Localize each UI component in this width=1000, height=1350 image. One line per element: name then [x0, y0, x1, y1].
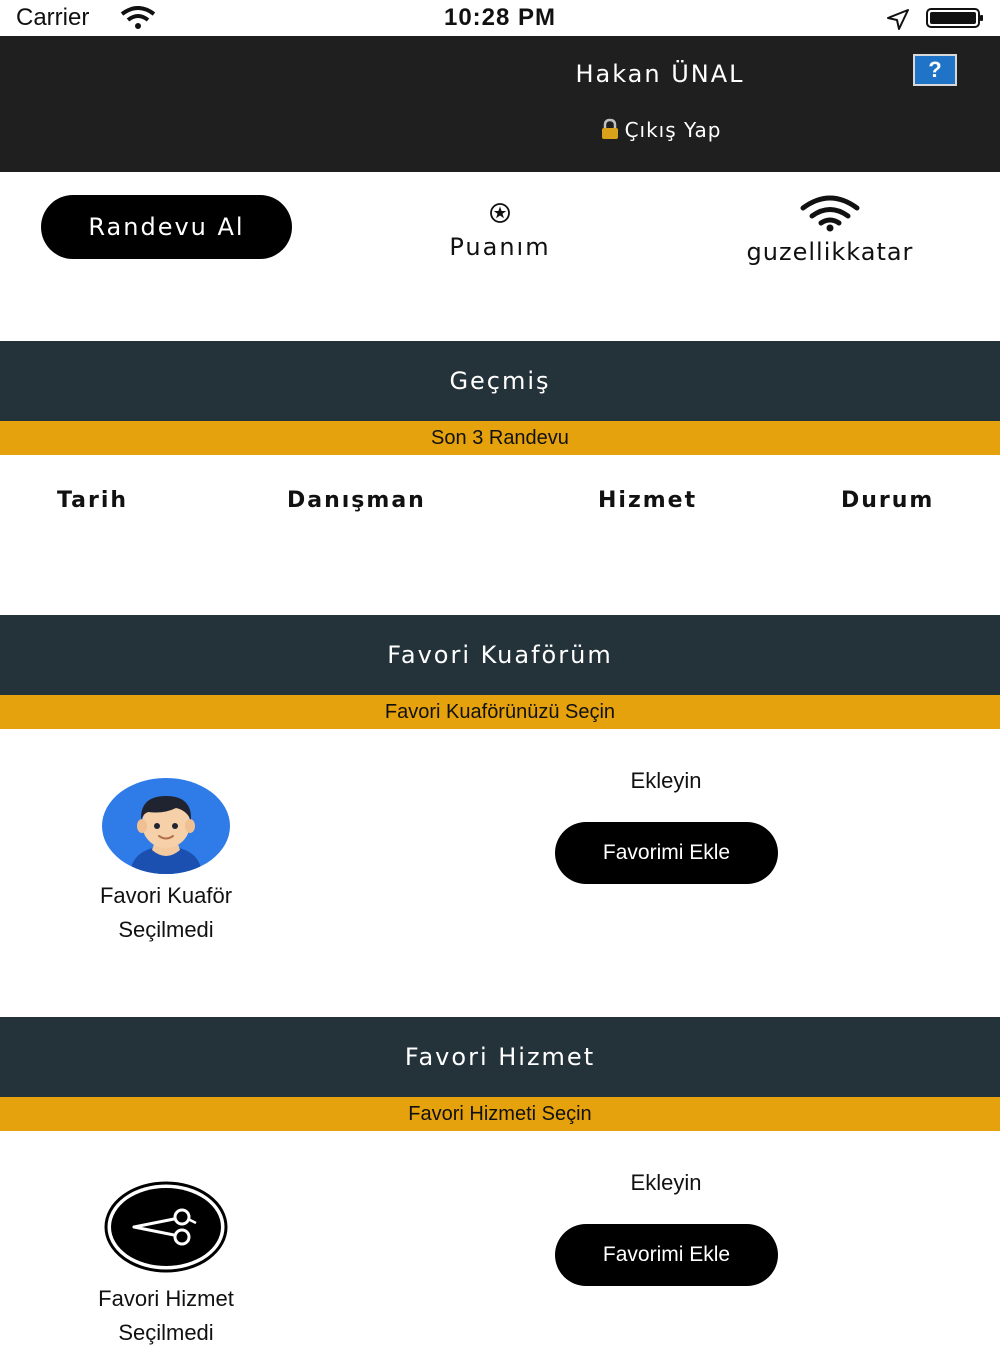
points-label: Puanım — [449, 233, 551, 261]
history-title: Geçmiş — [0, 341, 1000, 421]
location-arrow-icon — [886, 8, 910, 30]
star-icon — [380, 202, 620, 227]
make-appointment-button[interactable]: Randevu Al — [41, 195, 292, 259]
history-table-header — [0, 488, 1000, 518]
logout-label: Çıkış Yap — [624, 118, 722, 142]
add-hint-label: Ekleyin — [630, 768, 702, 793]
favorite-hairdresser-subtitle: Favori Kuaförünüzü Seçin — [0, 695, 1000, 729]
app-header — [0, 36, 1000, 172]
points-link[interactable] — [380, 202, 620, 261]
action-row — [0, 172, 1000, 340]
caption-line: Favori Kuaför — [99, 883, 233, 908]
carrier-label: Carrier — [16, 4, 90, 31]
help-button[interactable]: ? — [913, 54, 957, 86]
favorite-service-panel — [0, 1131, 1000, 1345]
favorite-hairdresser-title: Favori Kuaförüm — [0, 615, 1000, 695]
favorite-service-subtitle: Favori Hizmeti Seçin — [0, 1097, 1000, 1131]
logout-link[interactable] — [500, 118, 820, 142]
wifi-link[interactable] — [700, 194, 960, 266]
user-name: Hakan ÜNAL — [575, 60, 745, 88]
caption-line: Seçilmedi — [118, 1320, 214, 1345]
column-service: Hizmet — [598, 488, 698, 513]
clock: 10:28 PM — [443, 4, 557, 31]
caption-line: Favori Hizmet — [98, 1286, 234, 1311]
caption-line: Seçilmedi — [118, 917, 214, 942]
add-hint-label: Ekleyin — [630, 1170, 702, 1195]
favorite-hairdresser-caption — [66, 879, 266, 947]
add-favorite-hairdresser-button[interactable]: Favorimi Ekle — [555, 822, 778, 884]
hairdresser-avatar-icon — [102, 778, 230, 874]
wifi-icon — [799, 194, 861, 232]
battery-icon — [926, 8, 984, 28]
lock-icon — [599, 118, 621, 140]
favorite-service-caption — [66, 1282, 266, 1350]
status-bar — [0, 0, 1000, 36]
favorite-service-title: Favori Hizmet — [0, 1017, 1000, 1097]
column-status: Durum — [841, 488, 935, 513]
favorite-hairdresser-panel — [0, 729, 1000, 1017]
history-subtitle: Son 3 Randevu — [0, 421, 1000, 455]
wifi-label: guzellikkatar — [746, 238, 914, 266]
scissors-icon — [104, 1181, 228, 1273]
column-consultant: Danışman — [287, 488, 426, 513]
column-date: Tarih — [57, 488, 129, 513]
add-favorite-service-button[interactable]: Favorimi Ekle — [555, 1224, 778, 1286]
